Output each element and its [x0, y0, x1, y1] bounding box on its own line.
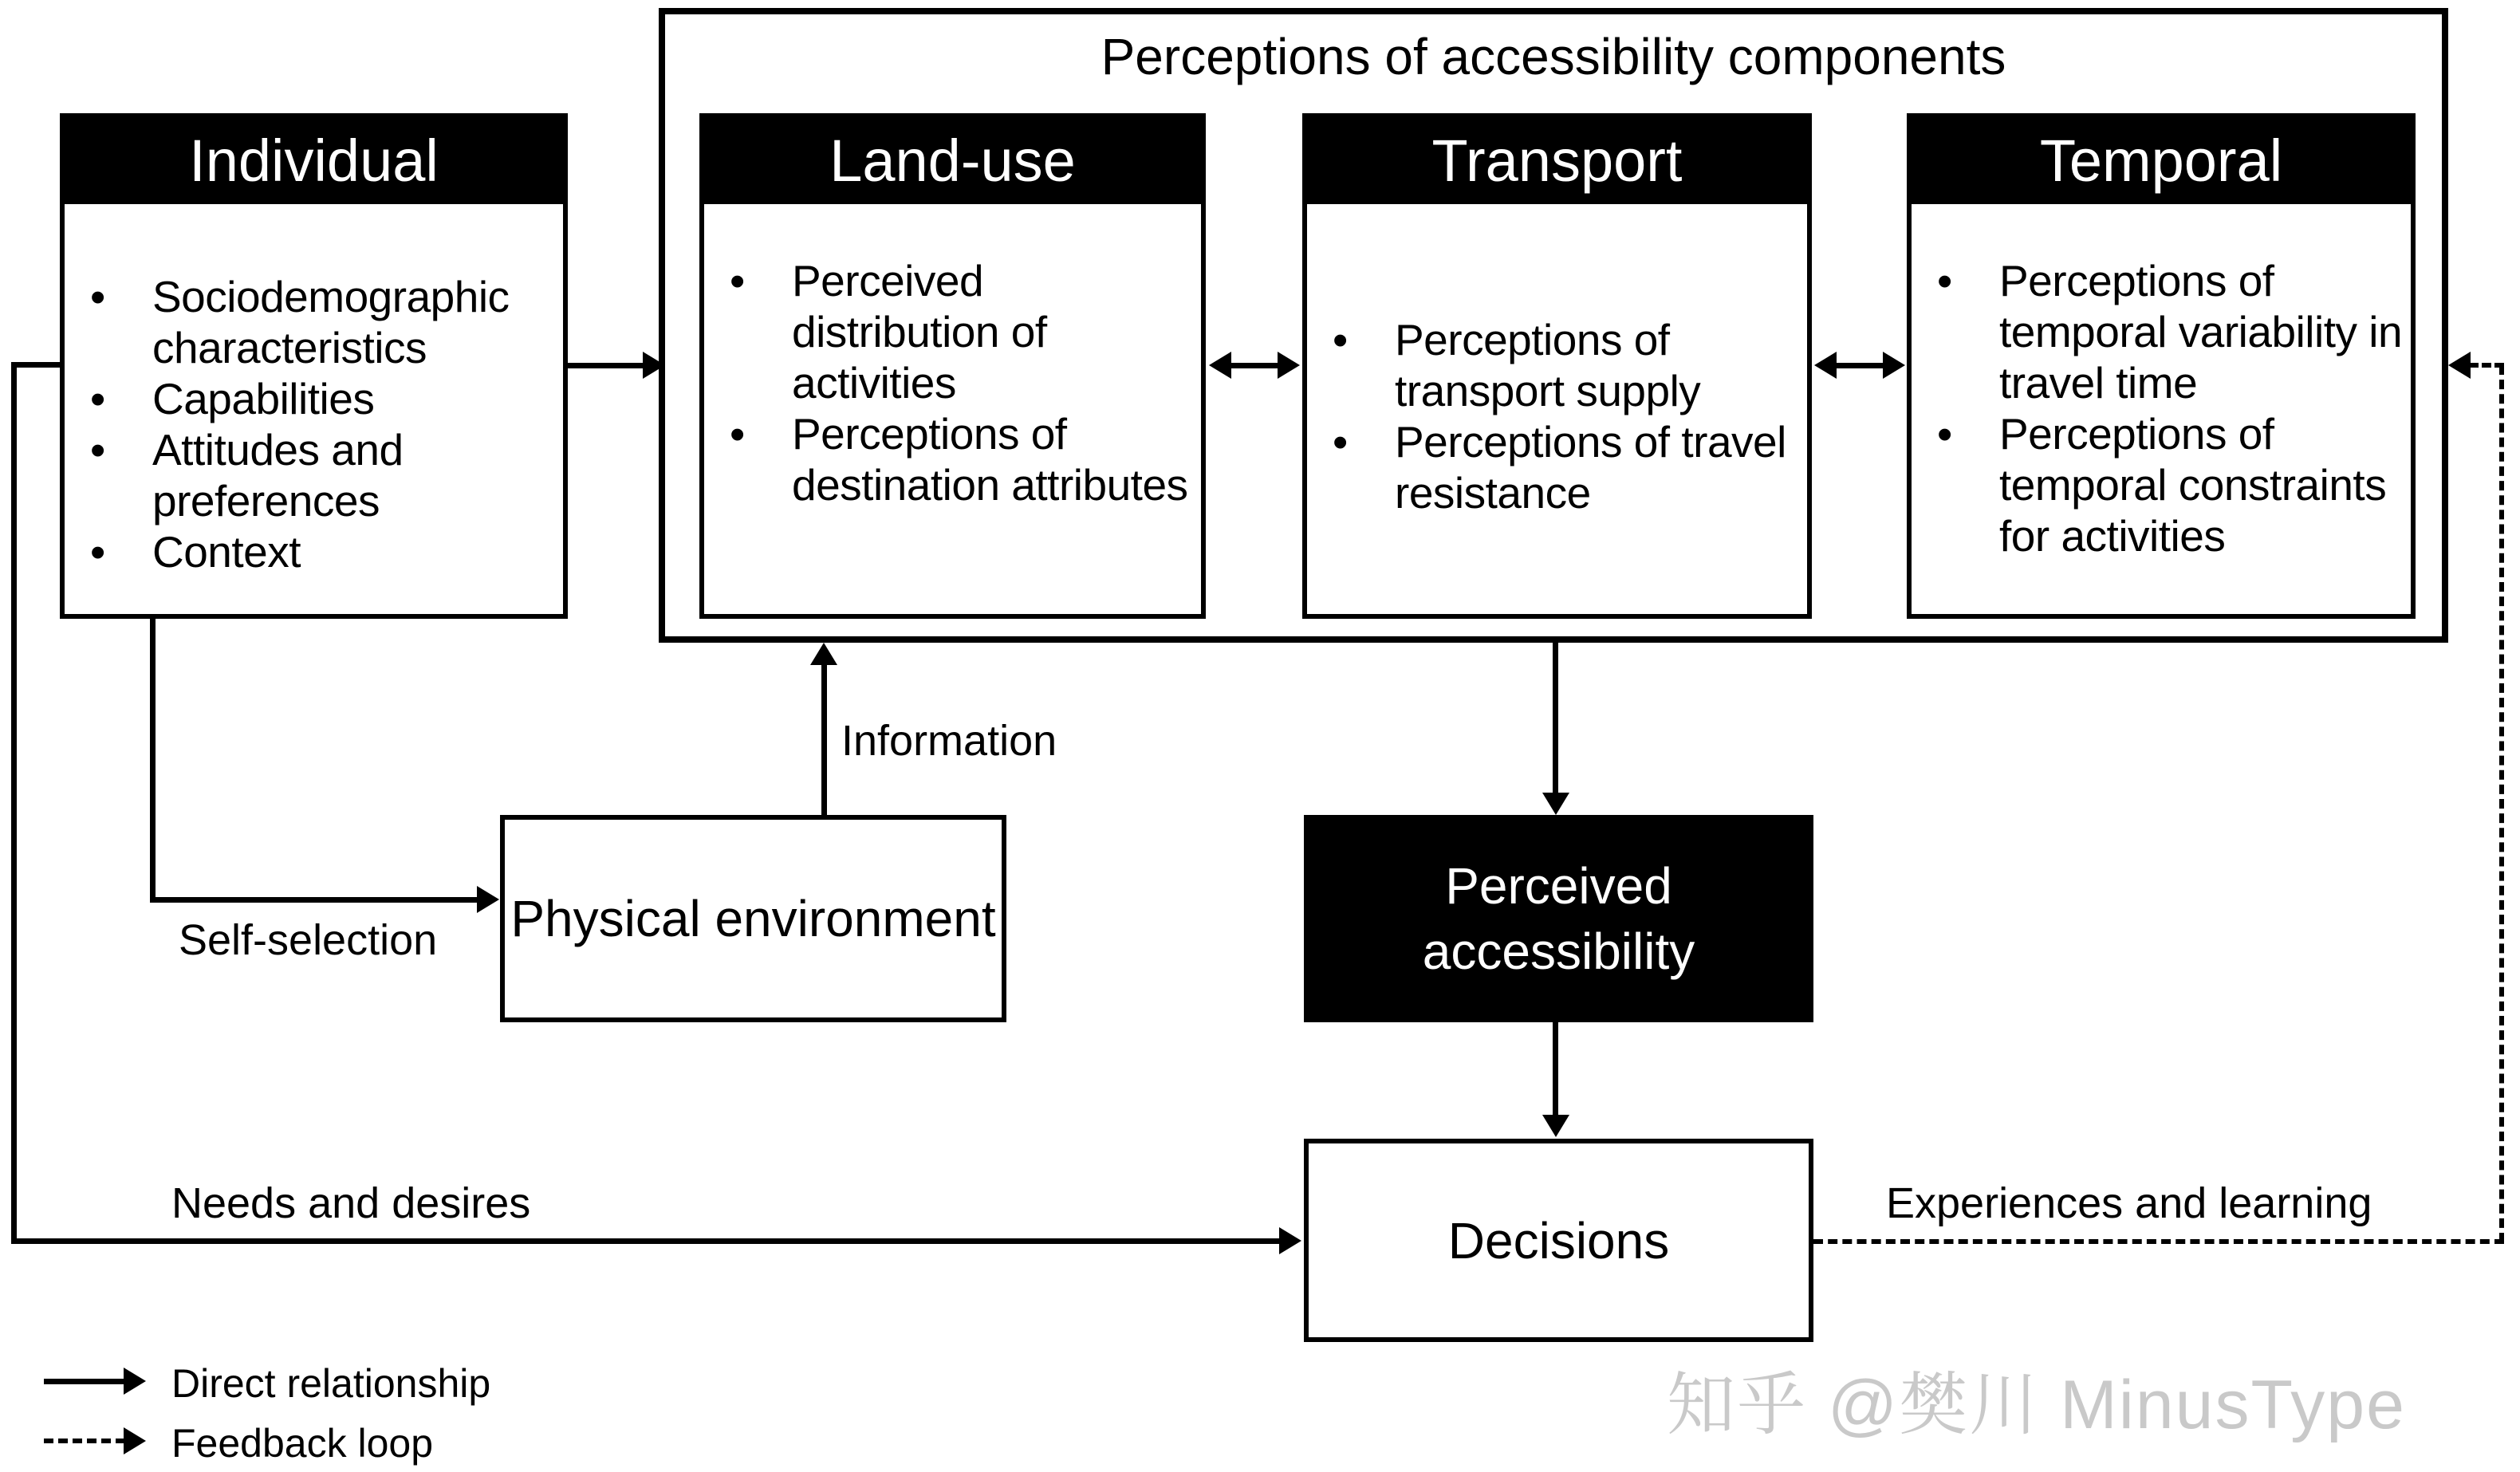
- needs-horizontal-line: [11, 1238, 1281, 1244]
- perceived-to-decisions-arrow-line: [1553, 1022, 1558, 1116]
- arrow-right-icon: [124, 1368, 146, 1395]
- feedback-top-dotted-line: [2469, 363, 2504, 368]
- feedback-horizontal-dotted-line: [1813, 1239, 2504, 1244]
- self-selection-horizontal-line: [150, 897, 478, 903]
- self-selection-vertical-line: [150, 619, 156, 903]
- legend-feedback-arrow-line: [44, 1439, 125, 1443]
- list-item: • Perceptions of travel resistance: [1307, 416, 1807, 518]
- arrow-right-icon: [643, 352, 665, 379]
- outer-box-title: Perceptions of accessibility components: [1101, 28, 2006, 85]
- transport-list: [1307, 314, 1807, 518]
- individual-box: [60, 113, 568, 619]
- legend-direct-arrow-line: [44, 1379, 125, 1384]
- temporal-box: [1907, 113, 2416, 619]
- watermark-text: 知乎 @樊川 MinusType: [1667, 1367, 2406, 1443]
- list-item: • Perceptions of transport supply: [1307, 314, 1807, 416]
- land-use-box: [699, 113, 1206, 619]
- arrow-right-icon: [1279, 1227, 1301, 1254]
- temporal-list: [1912, 255, 2411, 561]
- transport-box-title: Transport: [1307, 118, 1807, 204]
- perceived-accessibility-label: Perceived accessibility: [1422, 857, 1695, 980]
- physical-environment-box: [500, 815, 1006, 1022]
- arrow-right-icon: [124, 1427, 146, 1454]
- list-item: • Perceptions of temporal variability in travel time: [1912, 255, 2408, 408]
- information-label: Information: [841, 717, 1057, 765]
- transport-box: [1302, 113, 1812, 619]
- arrow-up-icon: [810, 643, 837, 665]
- self-selection-label: Self-selection: [179, 916, 438, 964]
- list-item: • Context: [65, 526, 563, 577]
- physical-environment-label: Physical environment: [510, 890, 996, 947]
- list-item: • Sociodemographic characteristics: [65, 271, 563, 373]
- arrow-right-icon: [477, 886, 499, 913]
- land-use-box-title: Land-use: [704, 118, 1201, 204]
- individual-list: [65, 271, 563, 577]
- needs-connector-top-line: [11, 362, 60, 368]
- decisions-box: [1304, 1139, 1813, 1342]
- information-arrow-line: [821, 663, 827, 815]
- temporal-box-title: Temporal: [1912, 118, 2411, 204]
- decisions-label: Decisions: [1447, 1211, 1670, 1269]
- arrow-down-icon: [1542, 793, 1569, 815]
- individual-to-components-arrow-line: [568, 363, 644, 368]
- list-item: • Perceived distribution of activities: [704, 255, 1201, 408]
- transport-temporal-arrow-line: [1833, 363, 1886, 368]
- list-item: • Capabilities: [65, 373, 563, 424]
- arrow-left-icon: [2448, 352, 2471, 379]
- needs-vertical-line: [11, 362, 17, 1244]
- perceived-accessibility-box: [1304, 815, 1813, 1022]
- needs-and-desires-label: Needs and desires: [171, 1179, 531, 1227]
- legend-feedback-label: Feedback loop: [171, 1421, 434, 1466]
- landuse-transport-arrow-line: [1228, 363, 1281, 368]
- land-use-list: [704, 255, 1201, 510]
- list-item: • Perceptions of destination attributes: [704, 408, 1201, 510]
- experiences-and-learning-label: Experiences and learning: [1886, 1179, 2372, 1227]
- list-item: • Attitudes and preferences: [65, 424, 563, 526]
- arrow-right-icon: [1883, 352, 1905, 379]
- arrow-right-icon: [1278, 352, 1300, 379]
- components-to-perceived-arrow-line: [1553, 643, 1558, 794]
- individual-box-title: Individual: [65, 118, 563, 204]
- feedback-vertical-dotted-line: [2499, 365, 2504, 1242]
- legend-direct-label: Direct relationship: [171, 1361, 491, 1406]
- arrow-down-icon: [1542, 1115, 1569, 1137]
- list-item: • Perceptions of temporal constraints for activities: [1912, 408, 2408, 561]
